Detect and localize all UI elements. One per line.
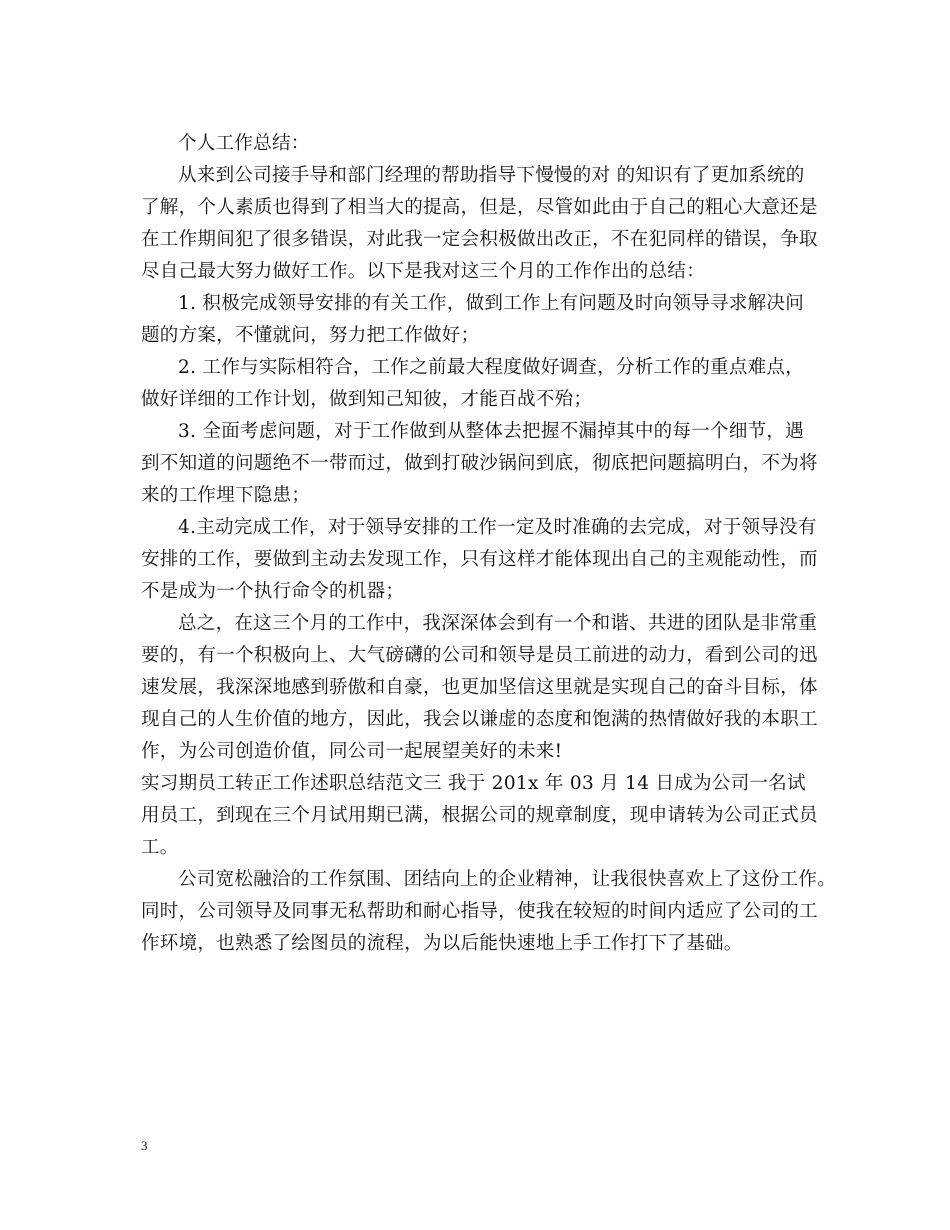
paragraph-line: 作，为公司创造价值，同公司一起展望美好的未来! [141, 741, 563, 762]
list-item-1: 1. 积极完成领导安排的有关工作，做到工作上有问题及时向领导寻求解决问 [178, 293, 805, 314]
paragraph-line: 从来到公司接手导和部门经理的帮助指导下慢慢的对 的知识有了更加系统的 [178, 165, 805, 186]
list-item-3: 3. 全面考虑问题，对于工作做到从整体去把握不漏掉其中的每一个细节，遇 [178, 421, 805, 442]
paragraph-line: 工。 [141, 837, 179, 858]
paragraph-line: 用员工，到现在三个月试用期已满，根据公司的规章制度，现申请转为公司正式员 [141, 805, 818, 826]
paragraph-line: 要的，有一个积极向上、大气磅礴的公司和领导是员工前进的动力，看到公司的迅 [141, 645, 818, 666]
heading-personal-summary: 个人工作总结： [178, 133, 310, 154]
section-title-line: 实习期员工转正工作述职总结范文三 我于 201x 年 03 月 14 日成为公司一名试 [141, 773, 806, 794]
list-item-3-cont: 到不知道的问题绝不一带而过，做到打破沙锅问到底，彻底把问题搞明白，不为将 [141, 453, 818, 474]
paragraph-line: 同时，公司领导及同事无私帮助和耐心指导，使我在较短的时间内适应了公司的工 [141, 901, 818, 922]
list-item-4: 4.主动完成工作，对于领导安排的工作一定及时准确的去完成，对于领导没有 [178, 517, 817, 538]
list-item-4-cont: 安排的工作，要做到主动去发现工作，只有这样才能体现出自己的主观能动性，而 [141, 549, 818, 570]
paragraph-line: 了解，个人素质也得到了相当大的提高，但是，尽管如此由于自己的粗心大意还是 [141, 197, 818, 218]
paragraph-line: 作环境，也熟悉了绘图员的流程，为以后能快速地上手工作打下了基础。 [141, 933, 743, 954]
page-number: 3 [141, 1138, 148, 1153]
paragraph-line: 总之，在这三个月的工作中，我深深体会到有一个和谐、共进的团队是非常重 [178, 613, 818, 634]
list-item-2-cont: 做好详细的工作计划，做到知己知彼，才能百战不殆； [141, 389, 593, 410]
list-item-3-cont: 来的工作埋下隐患； [141, 485, 311, 506]
paragraph-line: 速发展，我深深地感到骄傲和自豪，也更加坚信这里就是实现自己的奋斗目标，体 [141, 677, 818, 698]
paragraph-line: 尽自己最大努力做好工作。以下是我对这三个月的工作作出的总结： [141, 261, 706, 282]
paragraph-line: 公司宽松融洽的工作氛围、团结向上的企业精神，让我很快喜欢上了这份工作。 [178, 869, 837, 890]
document-body [141, 128, 841, 960]
list-item-4-cont: 不是成为一个执行命令的机器； [141, 581, 405, 602]
paragraph-line: 现自己的人生价值的地方，因此，我会以谦虚的态度和饱满的热情做好我的本职工 [141, 709, 818, 730]
list-item-2: 2. 工作与实际相符合，工作之前最大程度做好调查，分析工作的重点难点， [178, 357, 805, 378]
paragraph-line: 在工作期间犯了很多错误，对此我一定会积极做出改正，不在犯同样的错误，争取 [141, 229, 818, 250]
list-item-1-cont: 题的方案，不懂就问，努力把工作做好； [141, 325, 480, 346]
